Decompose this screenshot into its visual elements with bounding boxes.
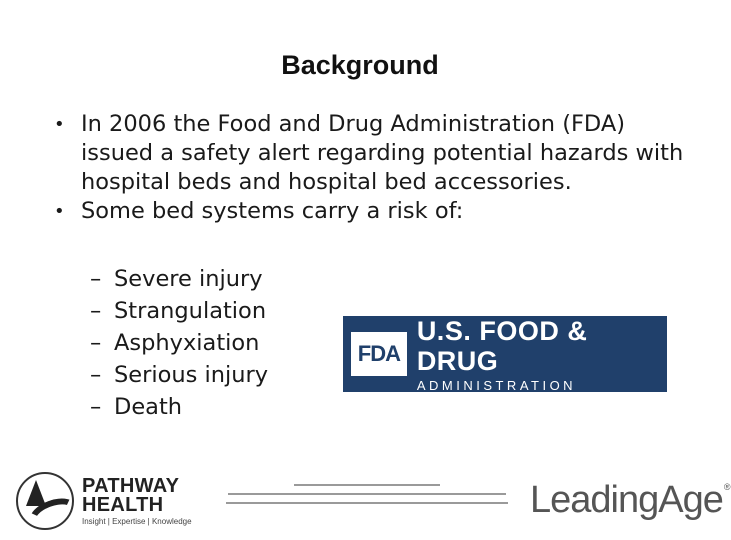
sub-item	[90, 263, 268, 295]
registered-mark: ®	[723, 482, 731, 492]
dash-marker: –	[90, 266, 102, 292]
sub-item	[90, 327, 268, 359]
sub-item	[90, 295, 268, 327]
sub-item	[90, 391, 268, 423]
slide-title: Background	[281, 50, 439, 80]
leadingage-logo	[530, 480, 731, 520]
bullet-dot: •	[54, 114, 65, 135]
pathway-tagline: Insight | Expertise | Knowledge	[82, 516, 192, 526]
fda-wordmark	[417, 316, 667, 393]
dash-marker: –	[90, 330, 102, 356]
fda-sub-text: ADMINISTRATION	[416, 377, 577, 393]
bullet-dot: •	[54, 201, 65, 222]
footer-fine-print	[222, 482, 512, 514]
dash-marker: –	[90, 394, 102, 420]
sub-text: Severe injury	[114, 266, 263, 292]
dash-marker: –	[90, 362, 102, 388]
fine-print-lines-icon	[222, 482, 512, 512]
pathway-name-line2: HEALTH	[82, 493, 164, 516]
bullet-list	[54, 110, 694, 226]
fda-logo	[343, 316, 667, 392]
pathway-name-line1: PATHWAY	[82, 474, 180, 497]
fda-box-icon: FDA	[351, 332, 407, 376]
sub-item	[90, 359, 268, 391]
sub-text: Death	[114, 394, 183, 420]
pathway-emblem-icon	[16, 472, 74, 530]
fda-main-text: U.S. FOOD & DRUG	[416, 315, 588, 376]
pathway-wordmark	[82, 474, 192, 526]
pathway-health-logo	[16, 472, 192, 530]
bullet-item	[54, 197, 694, 226]
sub-text: Asphyxiation	[114, 330, 260, 356]
sub-text: Strangulation	[114, 298, 267, 324]
leadingage-wordmark: LeadingAge	[530, 479, 723, 521]
sub-list	[90, 263, 268, 423]
bullet-text: In 2006 the Food and Drug Administration (FDA) issued a safety alert regarding potential hazards with hospital beds and hospital bed accessories.	[81, 111, 684, 195]
bullet-text: Some bed systems carry a risk of:	[81, 198, 464, 224]
sub-text: Serious injury	[114, 362, 269, 388]
bullet-item	[54, 110, 694, 197]
dash-marker: –	[90, 298, 102, 324]
